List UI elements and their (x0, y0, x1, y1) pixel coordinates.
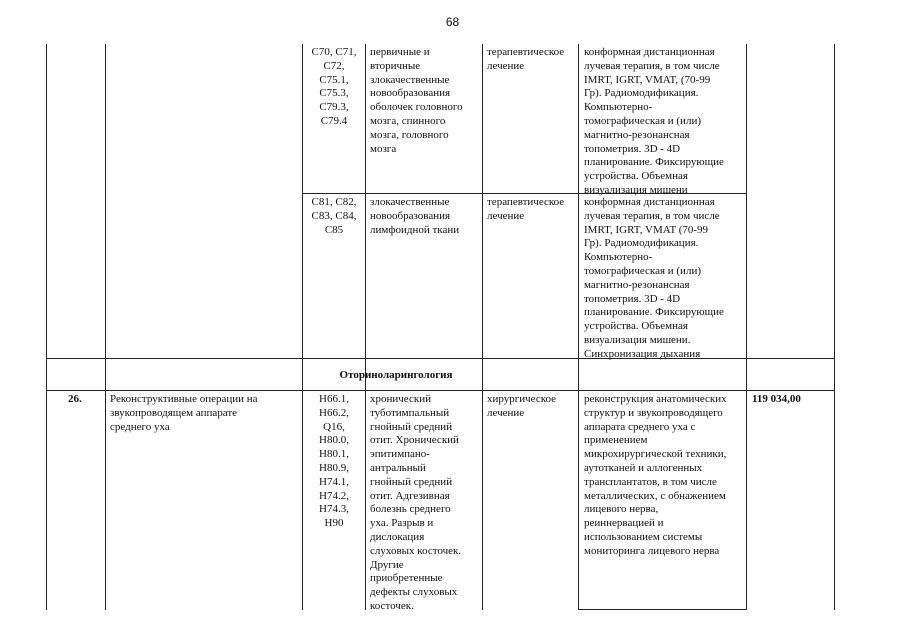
table-border-left (46, 44, 47, 610)
column-divider (578, 44, 579, 610)
row-2-diagnosis: злокачественные новообразования лимфоидной ткани (370, 196, 460, 236)
entry-diagnosis: хронический туботимпальный гнойный средний отит. Хронический эпитимпано- антральный гнойный средний отит. Адгезивная болезнь среднего уха. Разрыв и дислокация слуховых косточек. Другие приобретенные дефекты слуховых косточек. (370, 393, 462, 612)
section-title: Оториноларингология (339, 369, 453, 381)
row-2-treatment-type: терапевтическое лечение (487, 196, 565, 222)
row-2-method: конформная дистанционная лучевая терапия, в том числе IMRT, IGRT, VMAT (70-99 Гр). Радиомодификация. Компьютерно- томографическая и (или) магнитно-резонансная топометрия. 3D - 4D планирование. Фиксирующие устройства. Объемная визуализация мишени. Синхронизация дыхания (584, 196, 724, 360)
row-1-codes: C70, C71, C72, C75.1, C75.3, C79.3, C79.4 (311, 46, 357, 127)
row-divider (46, 390, 835, 391)
entry-number: 26. (68, 393, 82, 405)
column-divider (105, 44, 106, 610)
entry-treatment-type: хирургическое лечение (487, 393, 557, 419)
page-number: 68 (445, 15, 460, 29)
entry-method: реконструкция анатомических структур и звукопроводящего аппарата среднего уха с применением микрохирургической техники, аутотканей и аллогенных трансплантатов, в том числе металлических, с обнажением лицевого нерва, реиннервацией и использованием системы мониторинга лицевого нерва (584, 393, 727, 557)
cell-bottom (578, 609, 747, 610)
row-1-treatment-type: терапевтическое лечение (487, 46, 565, 72)
row-1-diagnosis: первичные и вторичные злокачественные новообразования оболочек головного мозга, спинного мозга, головного мозга (370, 46, 463, 155)
table-border-right (834, 44, 835, 610)
row-2-codes: C81, C82, C83, C84, C85 (311, 196, 357, 236)
column-divider (746, 44, 747, 610)
column-divider (482, 44, 483, 610)
column-divider (365, 44, 366, 610)
row-1-method: конформная дистанционная лучевая терапия, в том числе IMRT, IGRT, VMAT, (70-99 Гр). Радиомодификация. Компьютерно- томографическая и (или) магнитно-резонансная топометрия. 3D - 4D планирование. Фиксирующие устройства. Объемная визуализация мишени (584, 46, 724, 196)
entry-name: Реконструктивные операции на звукопроводящем аппарате среднего уха (110, 393, 258, 433)
entry-price: 119 034,00 (752, 393, 801, 405)
entry-codes: H66.1, H66.2, Q16, H80.0, H80.1, H80.9, H74.1, H74.2, H74.3, H90 (319, 393, 349, 530)
